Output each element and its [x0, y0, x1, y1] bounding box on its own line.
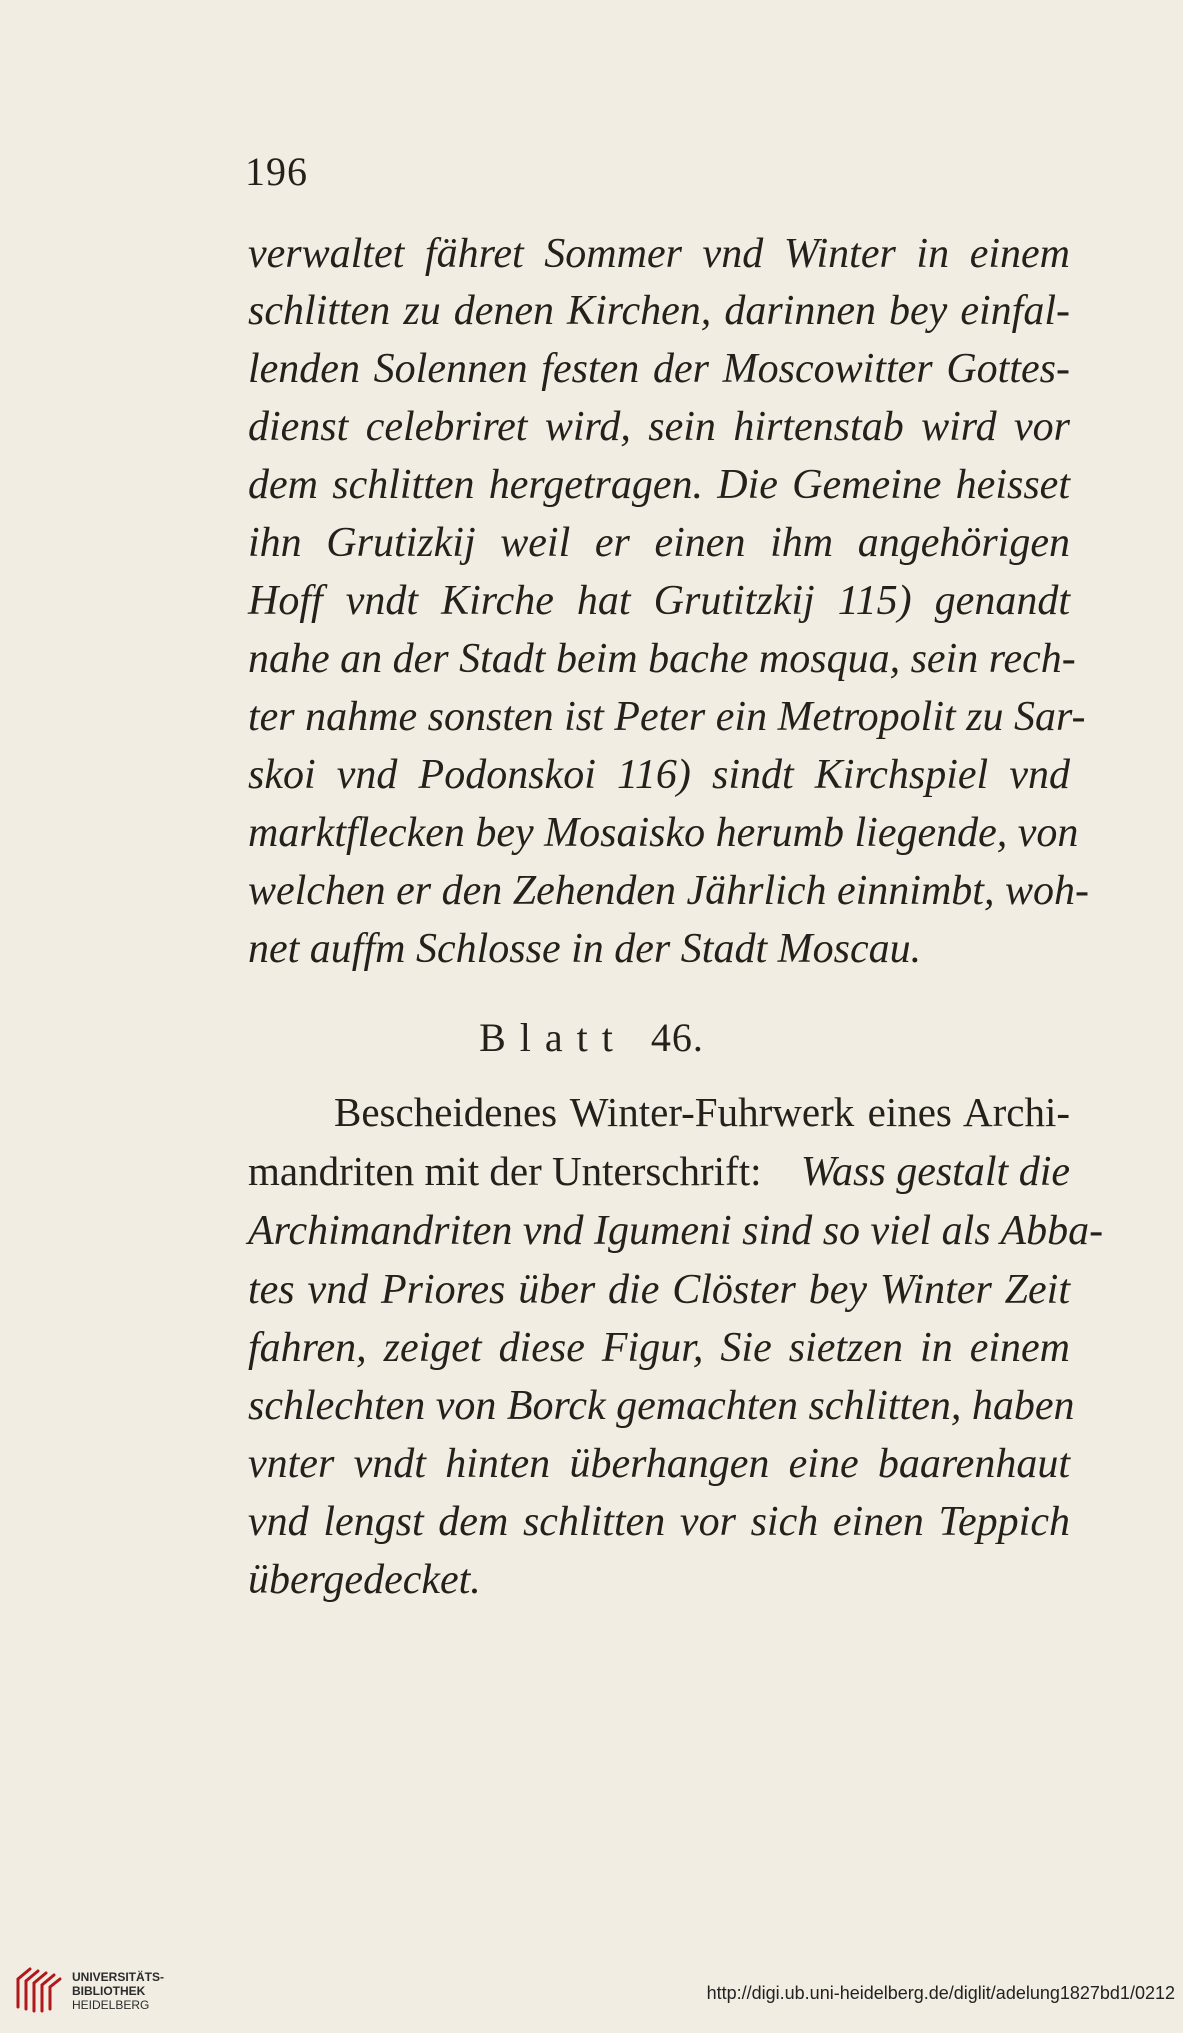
section-line	[248, 1148, 1070, 1195]
section-line: vnter vndt hinten überhangen eine baarenhaut	[248, 1441, 1070, 1487]
section-line: Bescheidenes Winter-Fuhrwerk eines Archi-	[334, 1089, 1070, 1135]
body-line: verwaltet fähret Sommer vnd Winter in einem	[248, 231, 1070, 277]
section-heading	[0, 1014, 1183, 1061]
page-number: 196	[245, 149, 308, 194]
body-line: ihn Grutizkij weil er einen ihm angehörigen	[248, 520, 1070, 566]
body-line: skoi vnd Podonskoi 116) sindt Kirchspiel vnd	[248, 752, 1070, 798]
body-line: welchen er den Zehenden Jährlich einnimbt, woh-	[248, 868, 1089, 914]
section-line: schlechten von Borck gemachten schlitten, haben	[248, 1383, 1075, 1429]
body-line: net auffm Schlosse in der Stadt Moscau.	[248, 926, 922, 972]
footer-url-link[interactable]: http://digi.ub.uni-heidelberg.de/diglit/adelung1827bd1/0212	[706, 1983, 1175, 2003]
section-line-roman: mandriten mit der Unterschrift:	[248, 1148, 762, 1194]
body-line: Hoff vndt Kirche hat Grutitzkij 115) genandt	[248, 578, 1070, 624]
body-line: lenden Solennen festen der Moscowitter Gottes-	[248, 346, 1070, 392]
institution-line: HEIDELBERG	[72, 1998, 150, 2012]
ub-heidelberg-logo-icon	[12, 1961, 66, 2015]
section-line: fahren, zeiget diese Figur, Sie sietzen in einem	[248, 1325, 1070, 1371]
heading-number: 46.	[650, 1015, 704, 1060]
section-line: vnd lengst dem schlitten vor sich einen Teppich	[248, 1499, 1070, 1545]
institution-line: UNIVERSITÄTS-	[72, 1970, 165, 1984]
section-line: tes vnd Priores über die Clöster bey Winter Zeit	[248, 1267, 1070, 1313]
institution-line: BIBLIOTHEK	[72, 1984, 146, 1998]
body-line: schlitten zu denen Kirchen, darinnen bey einfal-	[248, 288, 1070, 334]
body-line: marktflecken bey Mosaisko herumb liegende, von	[248, 810, 1079, 856]
body-line: dienst celebriret wird, sein hirtenstab wird vor	[248, 404, 1070, 450]
section-line: übergedecket.	[248, 1557, 481, 1603]
footer-institution	[72, 1970, 164, 2012]
section-line-italic: Wass gestalt die	[800, 1149, 1070, 1195]
section-line: Archimandriten vnd Igumeni sind so viel als Abba-	[248, 1208, 1104, 1254]
body-line: nahe an der Stadt beim bache mosqua, sein rech-	[248, 636, 1076, 682]
heading-word: Blatt	[479, 1015, 627, 1060]
body-line: ter nahme sonsten ist Peter ein Metropolit zu Sar-	[248, 694, 1086, 740]
body-line: dem schlitten hergetragen. Die Gemeine heisset	[248, 462, 1070, 508]
